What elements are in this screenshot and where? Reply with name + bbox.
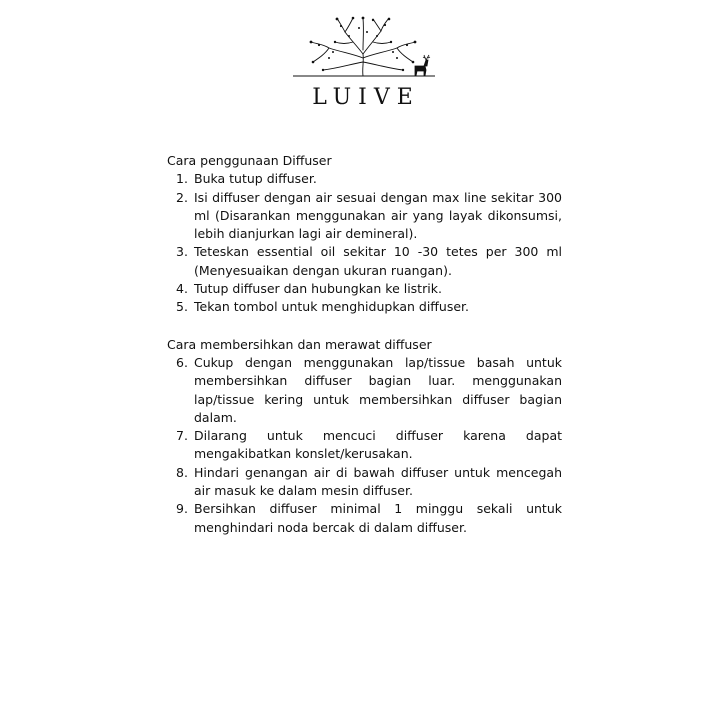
step-text: Dilarang untuk mencuci diffuser karena dapat mengakibatkan konslet/kerusakan. xyxy=(194,428,562,462)
step-text: Bersihkan diffuser minimal 1 minggu sekali untuk menghindari noda bercak di dalam diffuser. xyxy=(194,501,562,535)
step-number: 9. xyxy=(176,501,188,517)
section-title: Cara penggunaan Diffuser xyxy=(167,153,332,168)
step-text: Tekan tombol untuk menghidupkan diffuser. xyxy=(194,299,470,315)
step-number: 8. xyxy=(176,464,188,480)
list-item xyxy=(167,427,562,464)
list-item xyxy=(167,189,562,244)
step-number: 7. xyxy=(176,428,188,444)
step-text: Cukup dengan menggunakan lap/tissue basah untuk membersihkan diffuser bagian luar. menggunakan lap/tissue kering untuk membersihkan diffuser bagian dalam. xyxy=(194,354,562,425)
list-item xyxy=(167,170,559,188)
cleaning-steps-list xyxy=(167,354,562,537)
step-text: Isi diffuser dengan air sesuai dengan max line sekitar 300 ml (Disarankan menggunakan air yang layak dikonsumsi, lebih dianjurkan lagi air demineral). xyxy=(194,189,562,242)
step-number: 4. xyxy=(176,281,188,297)
section-title: Cara membersihkan dan merawat diffuser xyxy=(167,336,432,352)
step-text: Tutup diffuser dan hubungkan ke listrik. xyxy=(194,281,442,297)
list-item xyxy=(167,500,562,537)
tree-with-deer-icon xyxy=(293,14,435,80)
section-spacer xyxy=(167,317,559,336)
instructions xyxy=(167,152,562,537)
usage-section xyxy=(167,152,562,317)
list-item xyxy=(167,354,562,427)
step-number: 1. xyxy=(176,171,188,187)
step-text: Hindari genangan air di bawah diffuser untuk mencegah air masuk ke dalam mesin diffuser. xyxy=(194,464,562,499)
usage-steps-list xyxy=(167,170,562,316)
brand-logo xyxy=(293,14,435,80)
step-number: 3. xyxy=(176,244,188,260)
step-number: 6. xyxy=(176,354,188,370)
list-item xyxy=(167,243,562,280)
list-item xyxy=(167,280,559,298)
cleaning-section xyxy=(167,336,562,537)
brand-name: LUIVE xyxy=(312,85,420,110)
step-number: 5. xyxy=(176,299,188,315)
list-item xyxy=(167,298,559,316)
step-text: Buka tutup diffuser. xyxy=(194,171,317,187)
step-number: 2. xyxy=(176,189,188,205)
list-item xyxy=(167,464,562,501)
step-text: Teteskan essential oil sekitar 10 -30 tetes per 300 ml (Menyesuaikan dengan ukuran ruangan). xyxy=(194,244,562,278)
